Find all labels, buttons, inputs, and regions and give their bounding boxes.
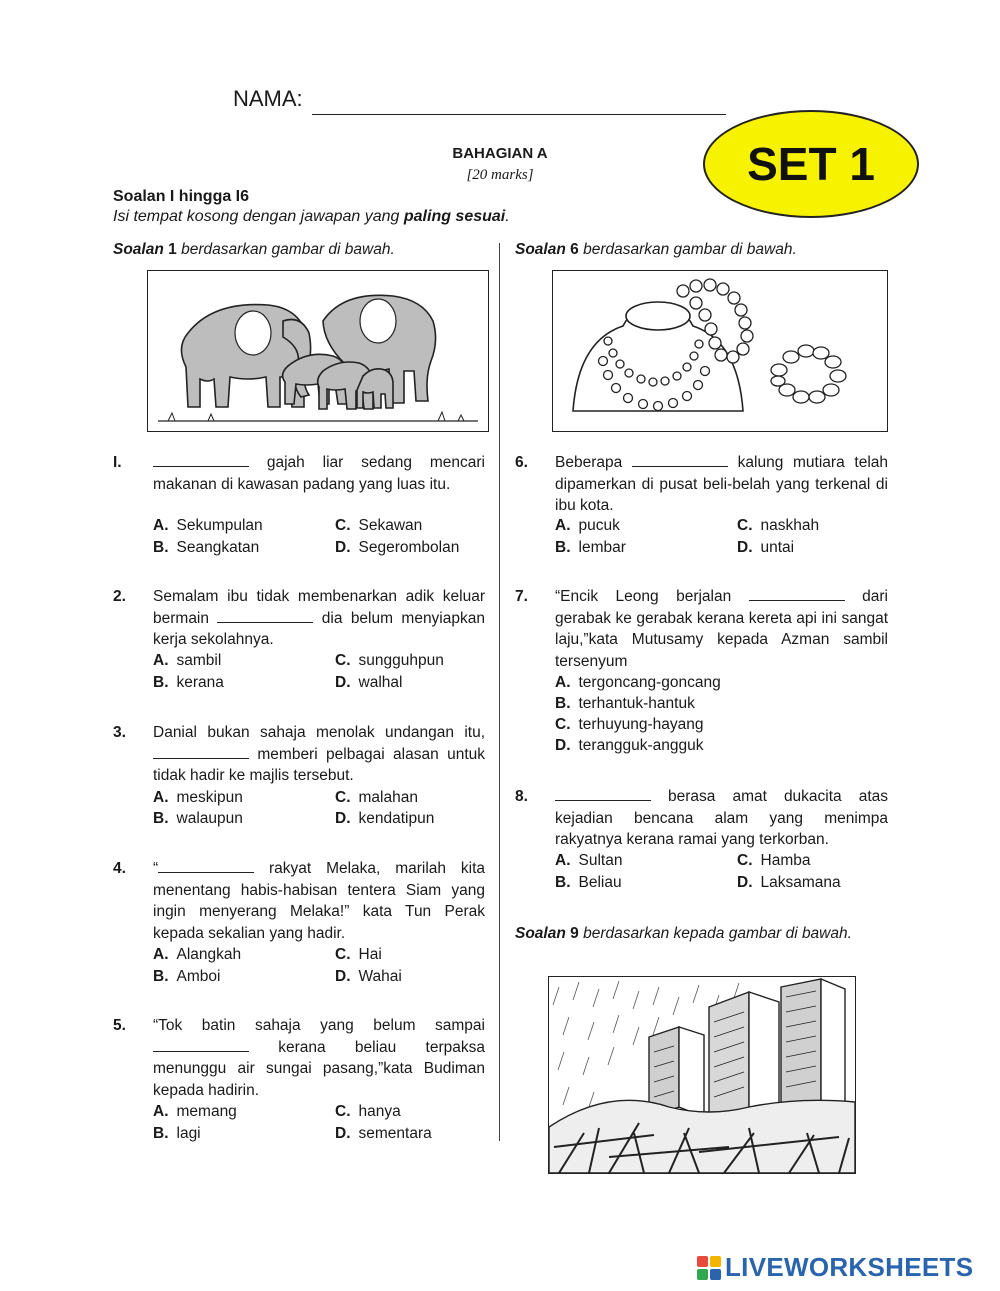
name-label: NAMA: [233, 86, 303, 111]
option-c[interactable]: C. Hamba [737, 852, 811, 869]
answer-blank[interactable] [217, 612, 313, 623]
question-8: 8. berasa amat dukacita atas kejadian bencana alam yang menimpa rakyatnya kerana ramai yang terkorban. A. Sultan C. Hamba B. Beliau D. Laksamana [515, 786, 888, 896]
answer-blank[interactable] [749, 590, 845, 601]
question-range: Soalan I hingga I6 [113, 188, 250, 205]
set-badge: SET 1 [703, 110, 919, 218]
option-c[interactable]: C. naskhah [737, 517, 820, 534]
option-b[interactable]: B. lembar [555, 539, 626, 556]
option-c[interactable]: C. sungguhpun [335, 652, 444, 669]
elephant-image [147, 270, 489, 432]
question-1-text: gajah liar sedang mencari makanan di kawasan padang yang luas itu. [153, 454, 485, 493]
reference-q1: Soalan 1 berdasarkan gambar di bawah. [113, 241, 395, 258]
answer-blank[interactable] [158, 862, 254, 873]
option-c[interactable]: C. terhuyung-hayang [555, 716, 704, 733]
brand-text: LIVEWORKSHEETS [725, 1252, 974, 1282]
answer-blank[interactable] [153, 1041, 249, 1052]
option-d[interactable]: D. terangguk-angguk [555, 737, 704, 754]
question-3: 3. Danial bukan sahaja menolak undangan itu, memberi pelbagai alasan untuk tidak hadir ke majlis tersebut. A. meskipun C. malahan B. walaupun D. kendatipun [113, 722, 485, 832]
option-a[interactable]: A. Alangkah [153, 946, 242, 963]
option-c[interactable]: C. malahan [335, 789, 418, 806]
option-b[interactable]: B. Beliau [555, 874, 622, 891]
question-7-text: “Encik Leong berjalan dari gerabak ke gerabak kerana kereta api ini sangat laju,”kata Mutusamy kepada Azman sambil tersenyum [555, 588, 888, 670]
option-a[interactable]: A. sambil [153, 652, 222, 669]
option-a[interactable]: A. memang [153, 1103, 237, 1120]
reference-q6: Soalan 6 berdasarkan gambar di bawah. [515, 241, 797, 258]
option-d[interactable]: D. kendatipun [335, 810, 435, 827]
answer-blank[interactable] [153, 456, 249, 467]
option-b[interactable]: B. kerana [153, 674, 224, 691]
jewelry-image [552, 270, 888, 432]
option-b[interactable]: B. Amboi [153, 968, 221, 985]
name-field[interactable] [312, 114, 726, 115]
option-d[interactable]: D. sementara [335, 1125, 432, 1142]
option-b[interactable]: B. walaupun [153, 810, 243, 827]
option-a[interactable]: A. pucuk [555, 517, 620, 534]
option-d[interactable]: D. untai [737, 539, 795, 556]
question-8-text: berasa amat dukacita atas kejadian bencana alam yang menimpa rakyatnya kerana ramai yang terkorban. [555, 788, 888, 848]
option-a[interactable]: A. Sekumpulan [153, 517, 263, 534]
question-6-text: Beberapa kalung mutiara telah dipamerkan di pusat beli-belah yang terkenal di ibu kota. [555, 454, 889, 514]
option-c[interactable]: C. hanya [335, 1103, 401, 1120]
option-a[interactable]: A. meskipun [153, 789, 243, 806]
liveworksheets-logo [697, 1252, 973, 1283]
instruction: Isi tempat kosong dengan jawapan yang paling sesuai. [113, 208, 510, 225]
question-4: 4. “ rakyat Melaka, marilah kita menentang habis-habisan tentera Siam yang ingin menyerang Melaka!” kata Tun Perak kepada sekalian yang hadir. A. Alangkah C. Hai B. Amboi D. Wahai [113, 858, 485, 988]
buildings-image [548, 976, 856, 1174]
section-marks: [20 marks] [466, 167, 534, 183]
question-2: 2. Semalam ibu tidak membenarkan adik keluar bermain dia belum menyiapkan kerja sekolahnya. A. sambil C. sungguhpun B. kerana D. walhal [113, 586, 485, 696]
answer-blank[interactable] [555, 790, 651, 801]
answer-blank[interactable] [632, 456, 728, 467]
question-4-text: “ rakyat Melaka, marilah kita menentang habis-habisan tentera Siam yang ingin menyerang Melaka!” kata Tun Perak kepada sekalian yang hadir. [153, 860, 485, 942]
answer-blank[interactable] [153, 748, 249, 759]
option-c[interactable]: C. Hai [335, 946, 382, 963]
question-5: 5. “Tok batin sahaja yang belum sampai kerana beliau terpaksa menunggu air sungai pasang,”kata Budiman kepada hadirin. A. memang C. hanya B. lagi D. sementara [113, 1015, 485, 1145]
question-7: 7. “Encik Leong berjalan dari gerabak ke gerabak kerana kereta api ini sangat laju,”kata Mutusamy kepada Azman sambil tersenyum A. tergoncang-goncang B. terhantuk-hantuk C. terhuyung-hayang D. terangguk-angguk [515, 586, 888, 761]
option-a[interactable]: A. Sultan [555, 852, 623, 869]
question-1: I. gajah liar sedang mencari makanan di kawasan padang yang luas itu. A. Sekumpulan C. Sekawan B. Seangkatan D. Segerombolan [113, 452, 485, 562]
liveworksheets-icon [697, 1256, 721, 1280]
option-d[interactable]: D. walhal [335, 674, 403, 691]
column-divider [499, 243, 500, 1141]
question-5-text: “Tok batin sahaja yang belum sampai kerana beliau terpaksa menunggu air sungai pasang,”kata Budiman kepada hadirin. [153, 1017, 485, 1099]
option-d[interactable]: D. Laksamana [737, 874, 841, 891]
question-6: 6. Beberapa kalung mutiara telah dipamerkan di pusat beli-belah yang terkenal di ibu kota. A. pucuk C. naskhah B. lembar D. untai [515, 452, 888, 562]
reference-q9: Soalan 9 berdasarkan kepada gambar di bawah. [515, 925, 852, 942]
question-2-text: Semalam ibu tidak membenarkan adik keluar bermain dia belum menyiapkan kerja sekolahnya. [153, 588, 485, 648]
option-d[interactable]: D. Wahai [335, 968, 402, 985]
option-b[interactable]: B. lagi [153, 1125, 201, 1142]
option-c[interactable]: C. Sekawan [335, 517, 423, 534]
option-d[interactable]: D. Segerombolan [335, 539, 460, 556]
question-3-text: Danial bukan sahaja menolak undangan itu, memberi pelbagai alasan untuk tidak hadir ke majlis tersebut. [153, 724, 485, 784]
option-b[interactable]: B. terhantuk-hantuk [555, 695, 695, 712]
option-a[interactable]: A. tergoncang-goncang [555, 674, 721, 691]
option-b[interactable]: B. Seangkatan [153, 539, 260, 556]
section-title: BAHAGIAN A [452, 145, 548, 162]
